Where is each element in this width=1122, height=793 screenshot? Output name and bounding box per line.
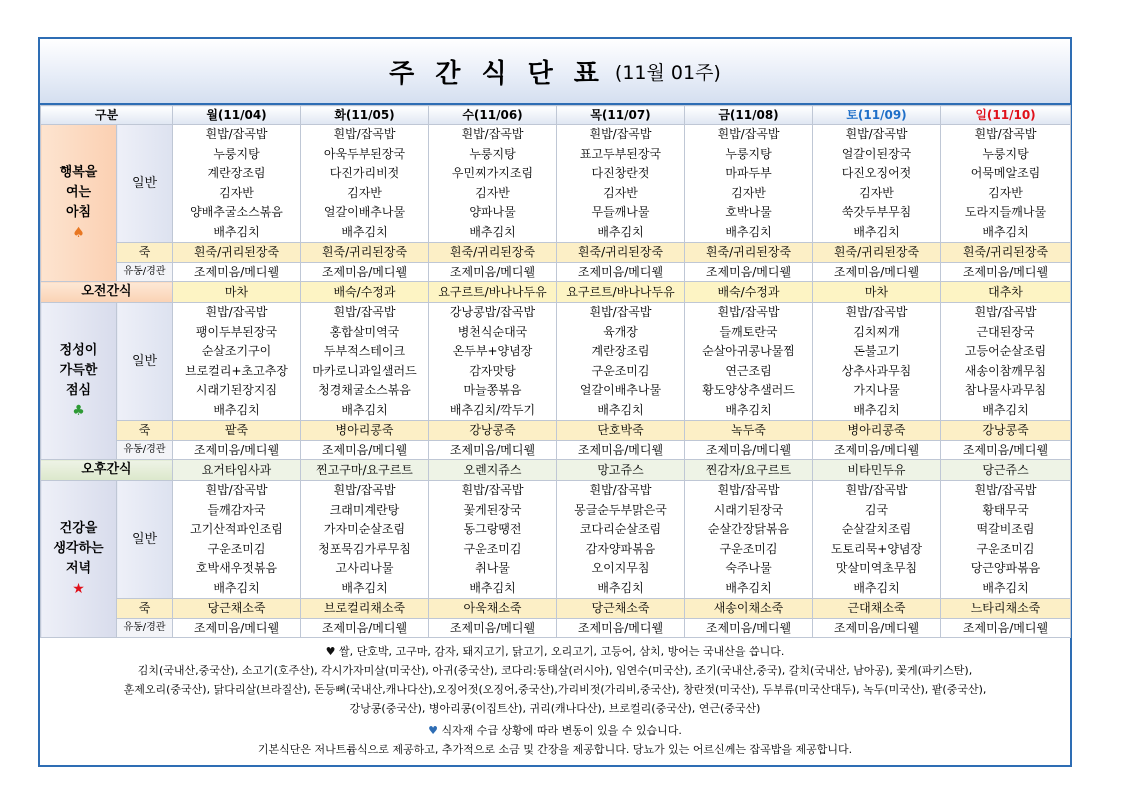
porridge-cell: 흰죽/귀리된장죽 — [301, 243, 429, 263]
supp-cell: 조제미음/메디웰 — [685, 618, 813, 638]
dish-item: 흰밥/잡곡밥 — [461, 127, 524, 141]
dish-item: 배추김치 — [725, 580, 772, 595]
dish-item: 김자반 — [859, 185, 894, 200]
dish-item: 순살갈치조림 — [841, 522, 912, 536]
dish-item: 배추김치 — [853, 224, 900, 239]
dish-item: 배추김치 — [213, 580, 260, 595]
dish-item: 얼갈이배추나물 — [323, 205, 406, 219]
porridge-cell: 근대채소죽 — [813, 599, 941, 619]
dish-cell — [813, 303, 941, 421]
dish-item: 배추김치 — [341, 580, 388, 595]
dish-item: 흰밥/잡곡밥 — [333, 127, 396, 141]
supp-cell: 조제미음/메디웰 — [173, 262, 301, 282]
supp-cell: 조제미음/메디웰 — [173, 618, 301, 638]
dish-item: 오이지무침 — [591, 561, 650, 575]
dish-item: 돈불고기 — [853, 344, 900, 358]
dish-item: 청경채굴소스볶음 — [318, 383, 411, 397]
dish-item: 두부적스테이크 — [323, 344, 406, 358]
dinner-general-row — [41, 481, 1071, 599]
dish-item: 마카로니과일샐러드 — [312, 363, 417, 378]
am_snack-label: 오전간식 — [41, 282, 173, 303]
lunch-supp-row — [41, 440, 1071, 460]
dish-item: 배추김치 — [341, 402, 388, 417]
supp-cell: 조제미음/메디웰 — [813, 440, 941, 460]
supp-label: 유동/경관 — [117, 262, 173, 282]
page-title: 주 간 식 단 표 — [389, 58, 605, 89]
dish-item: 흰밥/잡곡밥 — [717, 483, 780, 497]
porridge-cell: 아욱채소죽 — [429, 599, 557, 619]
dish-item: 배추김치/깍두기 — [449, 402, 536, 417]
dish-item: 도라지들깨나물 — [964, 205, 1047, 219]
snack-cell: 비타민두유 — [813, 460, 941, 481]
general-label: 일반 — [117, 481, 173, 599]
snack-cell: 배숙/수정과 — [685, 282, 813, 303]
supp-cell: 조제미음/메디웰 — [813, 262, 941, 282]
breakfast-porridge-row — [41, 243, 1071, 263]
supp-cell: 조제미음/메디웰 — [941, 440, 1071, 460]
porridge-cell: 당근채소죽 — [557, 599, 685, 619]
porridge-cell: 흰죽/귀리된장죽 — [557, 243, 685, 263]
dish-item: 누룽지탕 — [982, 146, 1029, 161]
dish-cell — [173, 303, 301, 421]
dish-item: 구운조미김 — [207, 541, 266, 556]
dish-item: 강낭콩밥/잡곡밥 — [449, 305, 536, 319]
dish-item: 배추김치 — [597, 580, 644, 595]
dish-cell — [685, 303, 813, 421]
supp-cell: 조제미음/메디웰 — [301, 262, 429, 282]
dish-item: 황태무국 — [982, 502, 1029, 517]
meal-label-line: 생각하는 — [53, 541, 104, 556]
dish-item: 떡갈비조림 — [976, 522, 1035, 536]
dish-item: 취나물 — [475, 561, 510, 575]
dish-item: 호박나물 — [725, 205, 772, 219]
day-header: 수(11/06) — [429, 106, 557, 125]
dish-item: 김자반 — [988, 185, 1023, 200]
dish-item: 맛살미역초무침 — [835, 561, 918, 575]
dish-item: 어묵메알조림 — [970, 166, 1041, 180]
header-row — [41, 106, 1071, 125]
dish-item: 구운조미김 — [976, 541, 1035, 556]
meal-label-line: 여는 — [65, 185, 92, 200]
porridge-label: 죽 — [117, 599, 173, 619]
porridge-cell: 병아리콩죽 — [813, 421, 941, 441]
dish-item: 얼갈이된장국 — [841, 146, 912, 161]
dish-item: 흰밥/잡곡밥 — [589, 483, 652, 497]
supp-cell: 조제미음/메디웰 — [429, 618, 557, 638]
breakfast-symbol-icon: ♠ — [72, 225, 85, 241]
dish-item: 양배추굴소스볶음 — [190, 205, 283, 219]
dish-item: 김자반 — [347, 185, 382, 200]
dish-item: 흰밥/잡곡밥 — [589, 127, 652, 141]
dish-item: 황도양상추샐러드 — [702, 383, 795, 397]
lunch-general-row — [41, 303, 1071, 421]
dish-cell — [813, 481, 941, 599]
dish-item: 다진오징어젓 — [841, 166, 912, 180]
dinner-supp-row — [41, 618, 1071, 638]
day-header: 금(11/08) — [685, 106, 813, 125]
supp-cell: 조제미음/메디웰 — [557, 618, 685, 638]
dish-item: 김국 — [864, 502, 889, 517]
dish-item: 배추김치 — [982, 402, 1029, 417]
supp-cell: 조제미음/메디웰 — [301, 618, 429, 638]
day-header: 목(11/07) — [557, 106, 685, 125]
notice-line — [40, 721, 1070, 740]
dish-item: 고기산적파인조림 — [190, 522, 283, 536]
dish-item: 호박새우젓볶음 — [195, 561, 278, 575]
snack-cell: 찐감자/요구르트 — [685, 460, 813, 481]
dish-item: 흰밥/잡곡밥 — [717, 305, 780, 319]
dish-cell — [557, 125, 685, 243]
dish-item: 배추김치 — [469, 580, 516, 595]
porridge-cell: 강낭콩죽 — [941, 421, 1071, 441]
porridge-cell: 흰죽/귀리된장죽 — [685, 243, 813, 263]
dish-cell — [813, 125, 941, 243]
general-label: 일반 — [117, 125, 173, 243]
snack-cell: 요거타임사과 — [173, 460, 301, 481]
dish-cell — [941, 481, 1071, 599]
dish-item: 얼갈이배추나물 — [579, 383, 662, 397]
dish-cell — [685, 481, 813, 599]
dish-item: 흰밥/잡곡밥 — [974, 305, 1037, 319]
dish-item: 김자반 — [219, 185, 254, 200]
snack-cell: 찐고구마/요구르트 — [301, 460, 429, 481]
snack-cell: 요구르트/바나나두유 — [557, 282, 685, 303]
supp-cell: 조제미음/메디웰 — [173, 440, 301, 460]
dish-item: 배추김치 — [213, 402, 260, 417]
dish-cell — [941, 303, 1071, 421]
porridge-label: 죽 — [117, 243, 173, 263]
meal-label-line: 행복을 — [59, 165, 98, 180]
title-bar — [40, 39, 1070, 105]
dish-item: 배추김치 — [341, 224, 388, 239]
dish-item: 당근양파볶음 — [970, 561, 1041, 575]
dish-item: 도토리묵+양념장 — [830, 541, 923, 556]
dish-item: 브로컬리+초고추장 — [185, 363, 288, 378]
dish-item: 구운조미김 — [719, 541, 778, 556]
dish-item: 홍합살미역국 — [329, 324, 400, 339]
heart-icon: ♥ — [428, 724, 438, 737]
snack-cell: 마차 — [813, 282, 941, 303]
meal-label-line: 가득한 — [59, 363, 98, 378]
dish-item: 근대된장국 — [976, 324, 1035, 339]
breakfast-general-row — [41, 125, 1071, 243]
dish-item: 숙주나물 — [725, 561, 772, 575]
dish-item: 고등어순살조림 — [964, 344, 1047, 358]
dish-item: 구운조미김 — [591, 363, 650, 378]
dish-item: 김치찌개 — [853, 324, 900, 339]
dish-item: 배추김치 — [725, 402, 772, 417]
dish-item: 들깨감자국 — [207, 502, 266, 517]
dish-item: 마늘쫑볶음 — [463, 383, 522, 397]
supp-cell: 조제미음/메디웰 — [301, 440, 429, 460]
footer-notes — [40, 638, 1070, 759]
dish-cell — [557, 481, 685, 599]
supp-cell: 조제미음/메디웰 — [941, 262, 1071, 282]
day-header: 토(11/09) — [813, 106, 941, 125]
dish-item: 배추김치 — [982, 580, 1029, 595]
dish-item: 김자반 — [603, 185, 638, 200]
dish-item: 병천식순대국 — [457, 324, 528, 339]
dish-item: 흰밥/잡곡밥 — [974, 127, 1037, 141]
dish-item: 꽃게된장국 — [463, 502, 522, 517]
meal-label-line: 건강을 — [59, 521, 98, 536]
header-category: 구분 — [41, 106, 173, 125]
page-subtitle: (11월 01주) — [614, 61, 721, 84]
day-header: 화(11/05) — [301, 106, 429, 125]
origin-line: 훈제오리(중국산), 닭다리살(브라질산), 돈등뼈(국내산,캐나다산),오징어젓(오징어,중국산),가리비젓(가리비,중국산), 창란젓(미국산), 두부류(미국산대두), 녹두(미국산), 팥(중국산), — [123, 683, 987, 696]
dish-item: 육개장 — [603, 324, 638, 339]
dish-item: 시래기된장지짐 — [195, 383, 278, 397]
dish-item: 크래미계란탕 — [329, 502, 400, 517]
dish-cell — [941, 125, 1071, 243]
dish-item: 배추김치 — [725, 224, 772, 239]
lunch-label — [41, 303, 117, 460]
dish-cell — [301, 303, 429, 421]
meal-label-line: 아침 — [65, 205, 92, 220]
dish-item: 가지나물 — [853, 383, 900, 397]
dish-item: 연근조림 — [725, 363, 772, 378]
dish-item: 누룽지탕 — [213, 146, 260, 161]
porridge-cell: 흰죽/귀리된장죽 — [173, 243, 301, 263]
dish-item: 배추김치 — [597, 402, 644, 417]
dish-item: 새송이참깨무침 — [964, 363, 1047, 378]
dish-item: 마파두부 — [725, 166, 772, 180]
dish-item: 배추김치 — [853, 580, 900, 595]
dinner-symbol-icon: ★ — [72, 581, 85, 597]
dish-item: 김자반 — [475, 185, 510, 200]
supp-cell: 조제미음/메디웰 — [429, 262, 557, 282]
dish-item: 표고두부된장국 — [579, 146, 662, 161]
supp-cell: 조제미음/메디웰 — [429, 440, 557, 460]
supp-label: 유동/경관 — [117, 618, 173, 638]
origin-line: 김치(국내산,중국산), 소고기(호주산), 각시가자미살(미국산), 아귀(중국산), 코다리:동태살(러시아), 임연수(미국산), 조기(국내산,중국), 갈치(국내산, 남아공), 꽃게(파키스탄), — [137, 664, 973, 677]
lunch-porridge-row — [41, 421, 1071, 441]
supp-cell: 조제미음/메디웰 — [685, 262, 813, 282]
supp-cell: 조제미음/메디웰 — [941, 618, 1071, 638]
dish-item: 무들깨나물 — [591, 205, 650, 219]
dish-item: 흰밥/잡곡밥 — [589, 305, 652, 319]
dish-item: 계란장조림 — [591, 344, 650, 358]
dish-item: 배추김치 — [853, 402, 900, 417]
porridge-cell: 강낭콩죽 — [429, 421, 557, 441]
dish-item: 배추김치 — [469, 224, 516, 239]
porridge-cell: 녹두죽 — [685, 421, 813, 441]
dish-cell — [173, 481, 301, 599]
origin-intro: 쌀, 단호박, 고구마, 감자, 돼지고기, 닭고기, 오리고기, 고등어, 삼치, 방어는 국내산을 씁니다. — [339, 645, 785, 658]
meal-label-line: 점심 — [65, 383, 92, 398]
dish-item: 상추사과무침 — [841, 363, 912, 378]
meal-label-line: 정성이 — [59, 343, 98, 358]
dish-item: 순살아귀콩나물찜 — [702, 344, 795, 358]
dish-item: 청포묵김가루무침 — [318, 541, 411, 556]
porridge-cell: 팥죽 — [173, 421, 301, 441]
supp-cell: 조제미음/메디웰 — [685, 440, 813, 460]
origin-line: 강낭콩(중국산), 병아리콩(이집트산), 귀리(캐나다산), 브로컬리(중국산), 연근(중국산) — [349, 702, 761, 715]
dish-item: 양파나물 — [469, 205, 516, 219]
dish-item: 흰밥/잡곡밥 — [974, 483, 1037, 497]
dish-item: 다진창란젓 — [591, 166, 650, 180]
snack-cell: 망고쥬스 — [557, 460, 685, 481]
dish-item: 김자반 — [731, 185, 766, 200]
dish-item: 감자양파볶음 — [585, 541, 656, 556]
menu-frame — [38, 37, 1072, 767]
dish-cell — [301, 125, 429, 243]
porridge-cell: 흰죽/귀리된장죽 — [941, 243, 1071, 263]
porridge-label: 죽 — [117, 421, 173, 441]
dish-item: 흰밥/잡곡밥 — [333, 483, 396, 497]
snack-cell: 당근쥬스 — [941, 460, 1071, 481]
dish-item: 흰밥/잡곡밥 — [845, 483, 908, 497]
porridge-cell: 흰죽/귀리된장죽 — [813, 243, 941, 263]
notice-line-2: 기본식단은 저나트륨식으로 제공하고, 추가적으로 소금 및 간장을 제공합니다. 당뇨가 있는 어르신께는 잡곡밥을 제공합니다. — [257, 743, 853, 756]
dish-item: 가자미순살조림 — [323, 522, 406, 536]
supp-cell: 조제미음/메디웰 — [557, 440, 685, 460]
dish-item: 온두부+양념장 — [452, 344, 533, 358]
snack-cell: 요구르트/바나나두유 — [429, 282, 557, 303]
dish-item: 흰밥/잡곡밥 — [205, 305, 268, 319]
dish-item: 아욱두부된장국 — [323, 146, 406, 161]
dish-item: 흰밥/잡곡밥 — [333, 305, 396, 319]
dish-cell — [429, 303, 557, 421]
dish-item: 순살간장닭볶음 — [707, 522, 790, 536]
breakfast-label — [41, 125, 117, 282]
dish-cell — [557, 303, 685, 421]
meal-label-line: 저녁 — [65, 561, 92, 576]
dish-item: 흰밥/잡곡밥 — [205, 483, 268, 497]
snack-cell: 마차 — [173, 282, 301, 303]
am_snack-row — [41, 282, 1071, 303]
dish-item: 참나물사과무침 — [964, 383, 1047, 397]
pm_snack-row — [41, 460, 1071, 481]
day-header: 월(11/04) — [173, 106, 301, 125]
dish-item: 배추김치 — [982, 224, 1029, 239]
breakfast-supp-row — [41, 262, 1071, 282]
snack-cell: 대추차 — [941, 282, 1071, 303]
dish-item: 배추김치 — [597, 224, 644, 239]
day-header: 일(11/10) — [941, 106, 1071, 125]
dish-cell — [429, 125, 557, 243]
dinner-porridge-row — [41, 599, 1071, 619]
dish-item: 배추김치 — [213, 224, 260, 239]
dish-item: 우민찌가지조림 — [451, 166, 534, 180]
dish-cell — [685, 125, 813, 243]
dish-cell — [301, 481, 429, 599]
dish-item: 팽이두부된장국 — [195, 324, 278, 339]
supp-cell: 조제미음/메디웰 — [813, 618, 941, 638]
dish-item: 구운조미김 — [463, 541, 522, 556]
notice-text: 식자재 수급 상황에 따라 변동이 있을 수 있습니다. — [441, 724, 682, 737]
dish-item: 흰밥/잡곡밥 — [717, 127, 780, 141]
snack-cell: 배숙/수정과 — [301, 282, 429, 303]
snack-cell: 오렌지쥬스 — [429, 460, 557, 481]
dish-item: 순살조기구이 — [201, 344, 272, 358]
dish-item: 감자맛탕 — [469, 363, 516, 378]
menu-table — [40, 105, 1071, 638]
supp-label: 유동/경관 — [117, 440, 173, 460]
porridge-cell: 당근채소죽 — [173, 599, 301, 619]
dish-item: 동그랑땡전 — [463, 522, 522, 536]
porridge-cell: 새송이채소죽 — [685, 599, 813, 619]
dish-item: 계란장조림 — [207, 166, 266, 180]
heart-icon: ♥ — [325, 645, 336, 658]
dish-item: 누룽지탕 — [469, 146, 516, 161]
porridge-cell: 느타리채소죽 — [941, 599, 1071, 619]
dish-item: 몽글순두부맑은국 — [574, 502, 667, 517]
dish-item: 흰밥/잡곡밥 — [461, 483, 524, 497]
dish-cell — [429, 481, 557, 599]
porridge-cell: 브로컬리채소죽 — [301, 599, 429, 619]
dish-item: 고사리나물 — [335, 561, 394, 575]
porridge-cell: 병아리콩죽 — [301, 421, 429, 441]
dish-item: 코다리순살조림 — [579, 522, 662, 536]
general-label: 일반 — [117, 303, 173, 421]
dish-cell — [173, 125, 301, 243]
supp-cell: 조제미음/메디웰 — [557, 262, 685, 282]
dish-item: 흰밥/잡곡밥 — [845, 305, 908, 319]
lunch-symbol-icon: ♣ — [72, 403, 85, 419]
pm_snack-label: 오후간식 — [41, 460, 173, 481]
origin-intro-line — [40, 642, 1070, 661]
dish-item: 흰밥/잡곡밥 — [845, 127, 908, 141]
dish-item: 쑥갓두부무침 — [841, 205, 912, 219]
dish-item: 누룽지탕 — [725, 146, 772, 161]
dish-item: 들깨토란국 — [719, 324, 778, 339]
dish-item: 시래기된장국 — [713, 502, 784, 517]
dish-item: 흰밥/잡곡밥 — [205, 127, 268, 141]
porridge-cell: 흰죽/귀리된장죽 — [429, 243, 557, 263]
dinner-label — [41, 481, 117, 638]
porridge-cell: 단호박죽 — [557, 421, 685, 441]
dish-item: 다진가리비젓 — [329, 166, 400, 180]
